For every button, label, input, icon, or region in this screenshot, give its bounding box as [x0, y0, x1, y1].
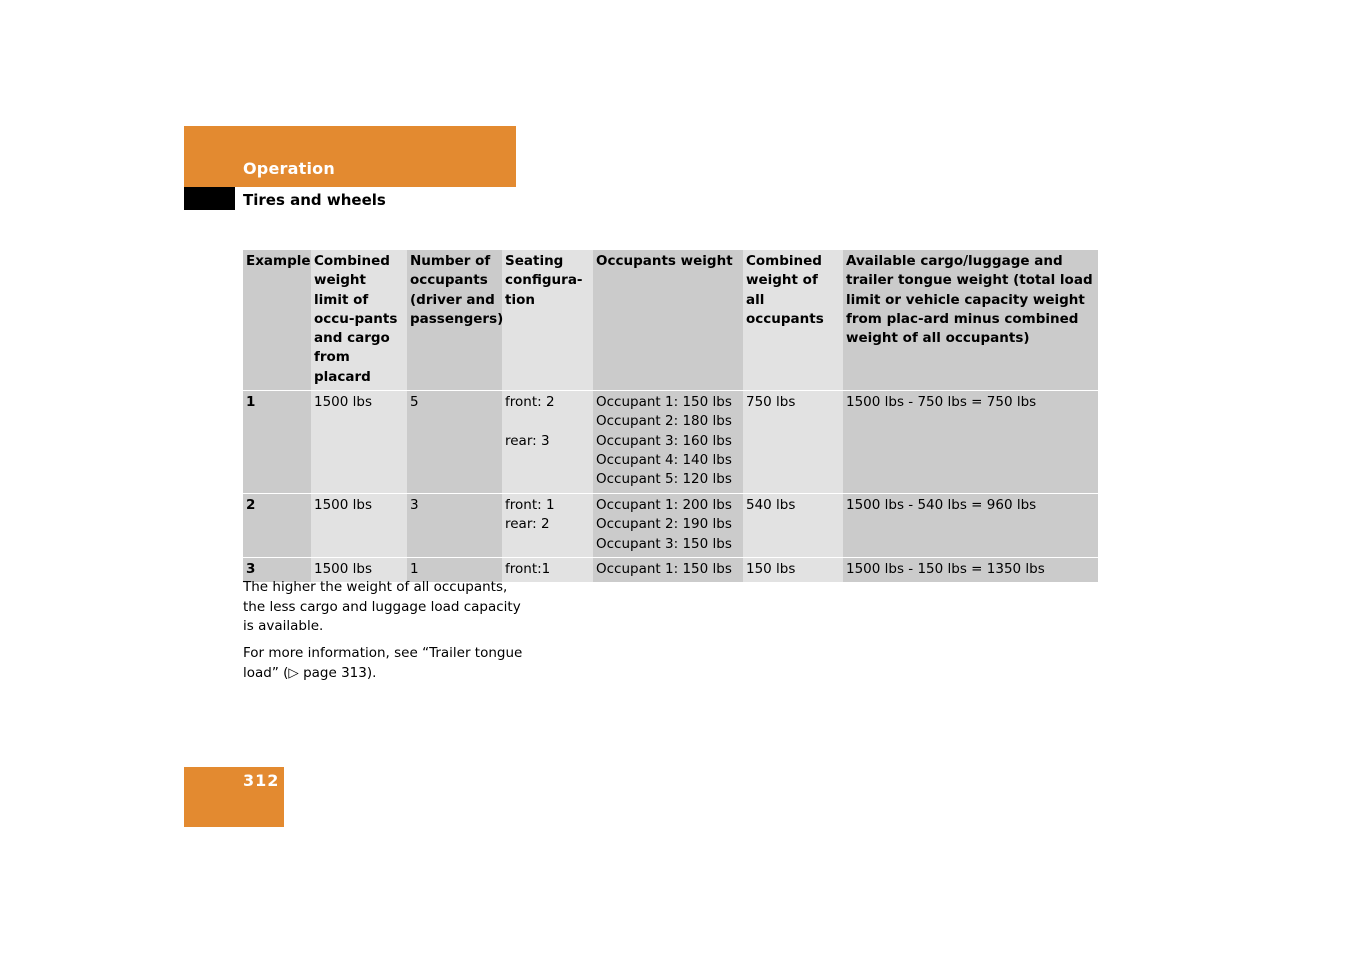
cell-seating	[502, 494, 593, 558]
table-row	[243, 494, 1098, 558]
page-number: 312	[243, 771, 280, 790]
cell-occupants: 3	[407, 494, 502, 558]
cell-weight-limit: 1500 lbs	[311, 494, 407, 558]
body-paragraph: The higher the weight of all occupants, the less cargo and luggage load capacity is available.	[243, 579, 521, 634]
cell-example: 3	[243, 558, 311, 583]
cell-available-cargo: 1500 lbs - 750 lbs = 750 lbs	[843, 391, 1098, 494]
cell-occupants-weight	[593, 558, 743, 583]
seating-line: front: 2	[505, 394, 555, 411]
cell-weight-limit: 1500 lbs	[311, 558, 407, 583]
section-title: Operation	[243, 159, 335, 178]
cell-weight-limit: 1500 lbs	[311, 391, 407, 494]
subsection-title: Tires and wheels	[243, 191, 386, 209]
cell-occupants-weight	[593, 391, 743, 494]
col-header-weight-limit: Combined weight limit of occu-pants and cargo from placard	[311, 250, 407, 391]
cell-seating	[502, 391, 593, 494]
col-header-occupants-weight: Occupants weight	[593, 250, 743, 391]
col-header-example: Example	[243, 250, 311, 391]
cell-combined-weight: 750 lbs	[743, 391, 843, 494]
seating-line: rear: 3	[505, 432, 550, 449]
occupant-weight-line: Occupant 2: 180 lbs	[596, 413, 732, 430]
load-example-table	[243, 250, 1098, 583]
cell-occupants: 5	[407, 391, 502, 494]
seating-spacer	[505, 412, 590, 431]
cell-example: 1	[243, 391, 311, 494]
cell-combined-weight: 540 lbs	[743, 494, 843, 558]
occupant-weight-line: Occupant 5: 120 lbs	[596, 471, 732, 488]
section-marker	[184, 187, 235, 210]
cell-example: 2	[243, 494, 311, 558]
cell-combined-weight: 150 lbs	[743, 558, 843, 583]
seating-line: front: 1	[505, 497, 555, 514]
col-header-occupants: Number of occupants (driver and passengers)	[407, 250, 502, 391]
col-header-seating: Seating configura-tion	[502, 250, 593, 391]
occupant-weight-line: Occupant 3: 150 lbs	[596, 535, 732, 552]
header-band	[184, 126, 516, 187]
cell-available-cargo: 1500 lbs - 150 lbs = 1350 lbs	[843, 558, 1098, 583]
table-row	[243, 391, 1098, 494]
col-header-combined-weight: Combined weight of all occupants	[743, 250, 843, 391]
occupant-weight-line: Occupant 1: 150 lbs	[596, 561, 732, 578]
cell-occupants-weight	[593, 494, 743, 558]
occupant-weight-line: Occupant 3: 160 lbs	[596, 432, 732, 449]
seating-line: rear: 2	[505, 516, 550, 533]
cell-available-cargo: 1500 lbs - 540 lbs = 960 lbs	[843, 494, 1098, 558]
occupant-weight-line: Occupant 2: 190 lbs	[596, 516, 732, 533]
occupant-weight-line: Occupant 1: 200 lbs	[596, 497, 732, 514]
seating-line: front:1	[505, 561, 551, 578]
table-header-row	[243, 250, 1098, 391]
occupant-weight-line: Occupant 1: 150 lbs	[596, 394, 732, 411]
col-header-available-cargo: Available cargo/luggage and trailer tongue weight (total load limit or vehicle capacity weight from plac-ard minus combined weight of all occupants)	[843, 250, 1098, 391]
cross-reference-paragraph: For more information, see “Trailer tongue load” (▷ page 313).	[243, 645, 523, 681]
cell-occupants: 1	[407, 558, 502, 583]
occupant-weight-line: Occupant 4: 140 lbs	[596, 451, 732, 468]
